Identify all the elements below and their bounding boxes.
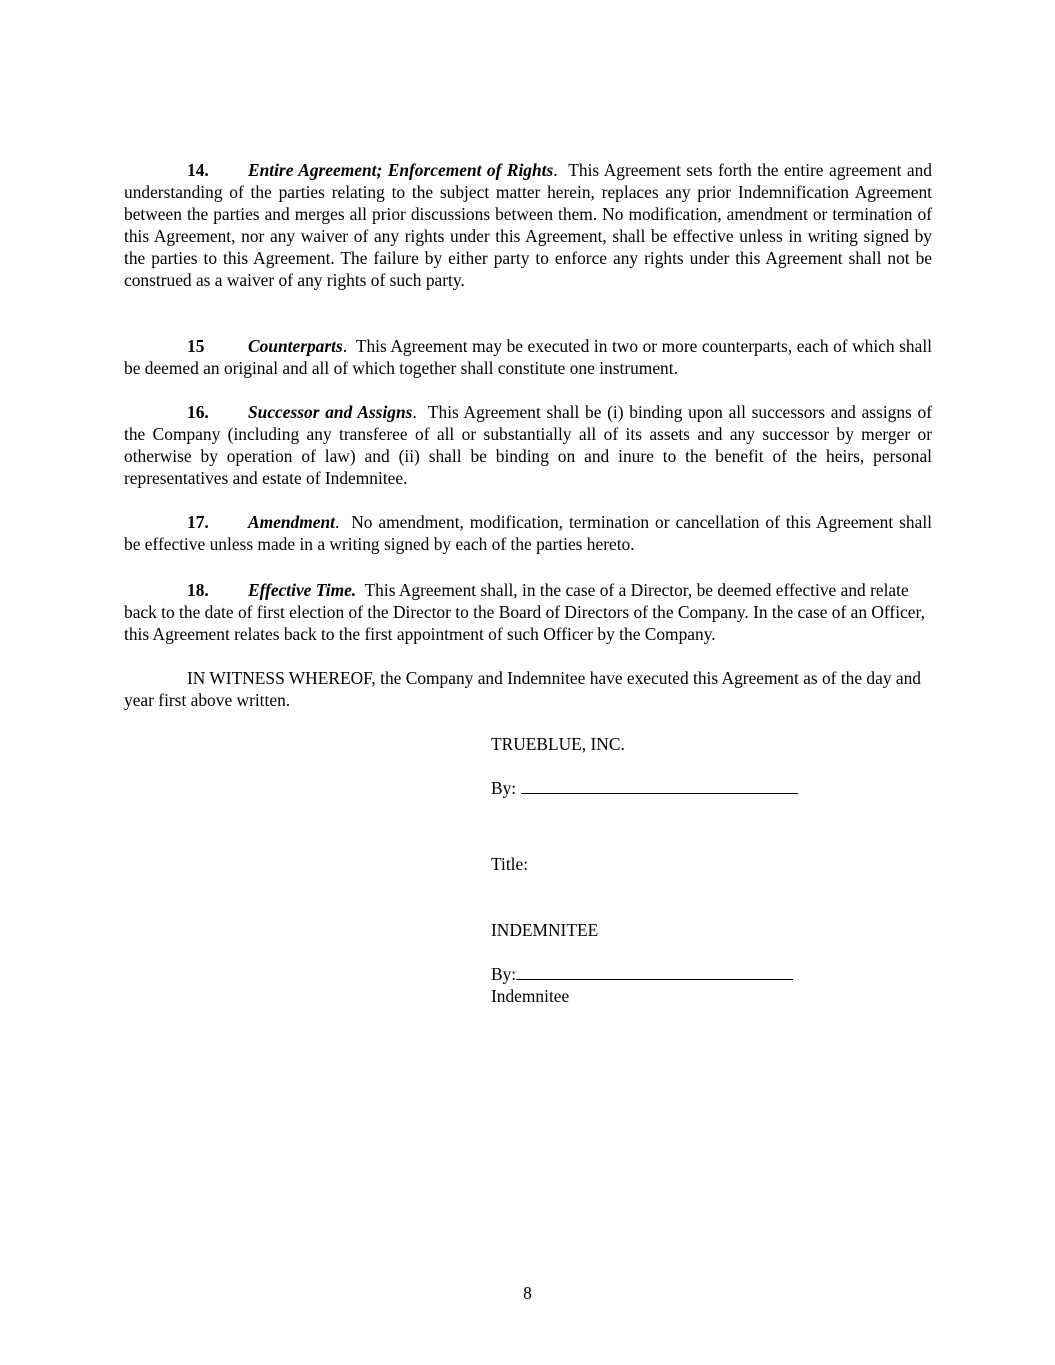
section-body: This Agreement sets forth the entire agreement and understanding of the parties relating to the subject matter herein, replaces any prior Indemnification Agreement between the parties and merges all prior discussions between them. No modification, amendment or termination of this Agreement, nor any waiver of any rights under this Agreement, shall be effective unless in writing signed by the parties to this Agreement. The failure by either party to enforce any rights under this Agreement shall not be construed as a waiver of any rights of such party.	[124, 160, 932, 290]
section-body: This Agreement may be executed in two or more counterparts, each of which shall be deemed an original and all of which together shall constitute one instrument.	[124, 336, 932, 378]
company-signature-line	[491, 777, 798, 799]
section-number: 16.	[187, 402, 209, 422]
section-heading: Entire Agreement; Enforcement of Rights	[248, 160, 554, 180]
section-18	[124, 579, 932, 645]
section-number: 18.	[187, 580, 209, 600]
company-by-label: By:	[491, 778, 517, 798]
section-body: No amendment, modification, termination or cancellation of this Agreement shall be effective unless made in a writing signed by each of the parties hereto.	[124, 512, 932, 554]
section-14	[124, 159, 932, 291]
witness-text: IN WITNESS WHEREOF, the Company and Indemnitee have executed this Agreement as of the day and year first above written.	[124, 668, 921, 710]
company-signature-field[interactable]	[521, 779, 798, 794]
section-heading-punct: .	[412, 402, 417, 422]
indemnitee-caption: Indemnitee	[491, 986, 570, 1006]
section-heading-punct: .	[334, 512, 340, 532]
section-number: 14.	[187, 160, 209, 180]
witness-clause	[124, 667, 932, 711]
section-number: 15	[187, 336, 205, 356]
indemnitee-by-label: By:	[491, 964, 517, 984]
section-15	[124, 335, 932, 379]
section-heading: Counterparts	[248, 336, 343, 356]
indemnitee-signature-line	[491, 963, 793, 985]
indemnitee-heading: INDEMNITEE	[491, 920, 599, 940]
indemnitee-signature-field[interactable]	[516, 965, 793, 980]
section-17	[124, 511, 932, 555]
company-name: TRUEBLUE, INC.	[491, 734, 625, 754]
section-16	[124, 401, 932, 489]
section-heading: Effective Time.	[248, 580, 357, 600]
section-heading: Successor and Assigns	[248, 402, 413, 422]
section-number: 17.	[187, 512, 209, 532]
page-number: 8	[523, 1283, 532, 1303]
section-heading-punct: .	[553, 160, 558, 180]
section-heading-punct: .	[342, 336, 348, 356]
section-heading: Amendment	[248, 512, 335, 532]
company-title-label: Title:	[491, 854, 529, 874]
section-body: This Agreement shall, in the case of a Director, be deemed effective and relate back to the date of first election of the Director to the Board of Directors of the Company. In the case of an Officer, this Agreement relates back to the first appointment of such Officer by the Company.	[124, 580, 925, 644]
section-body: This Agreement shall be (i) binding upon all successors and assigns of the Company (including any transferee of all or substantially all of its assets and any successor by merger or otherwise by operation of law) and (ii) shall be binding on and inure to the benefit of the heirs, personal representatives and estate of Indemnitee.	[124, 402, 933, 488]
